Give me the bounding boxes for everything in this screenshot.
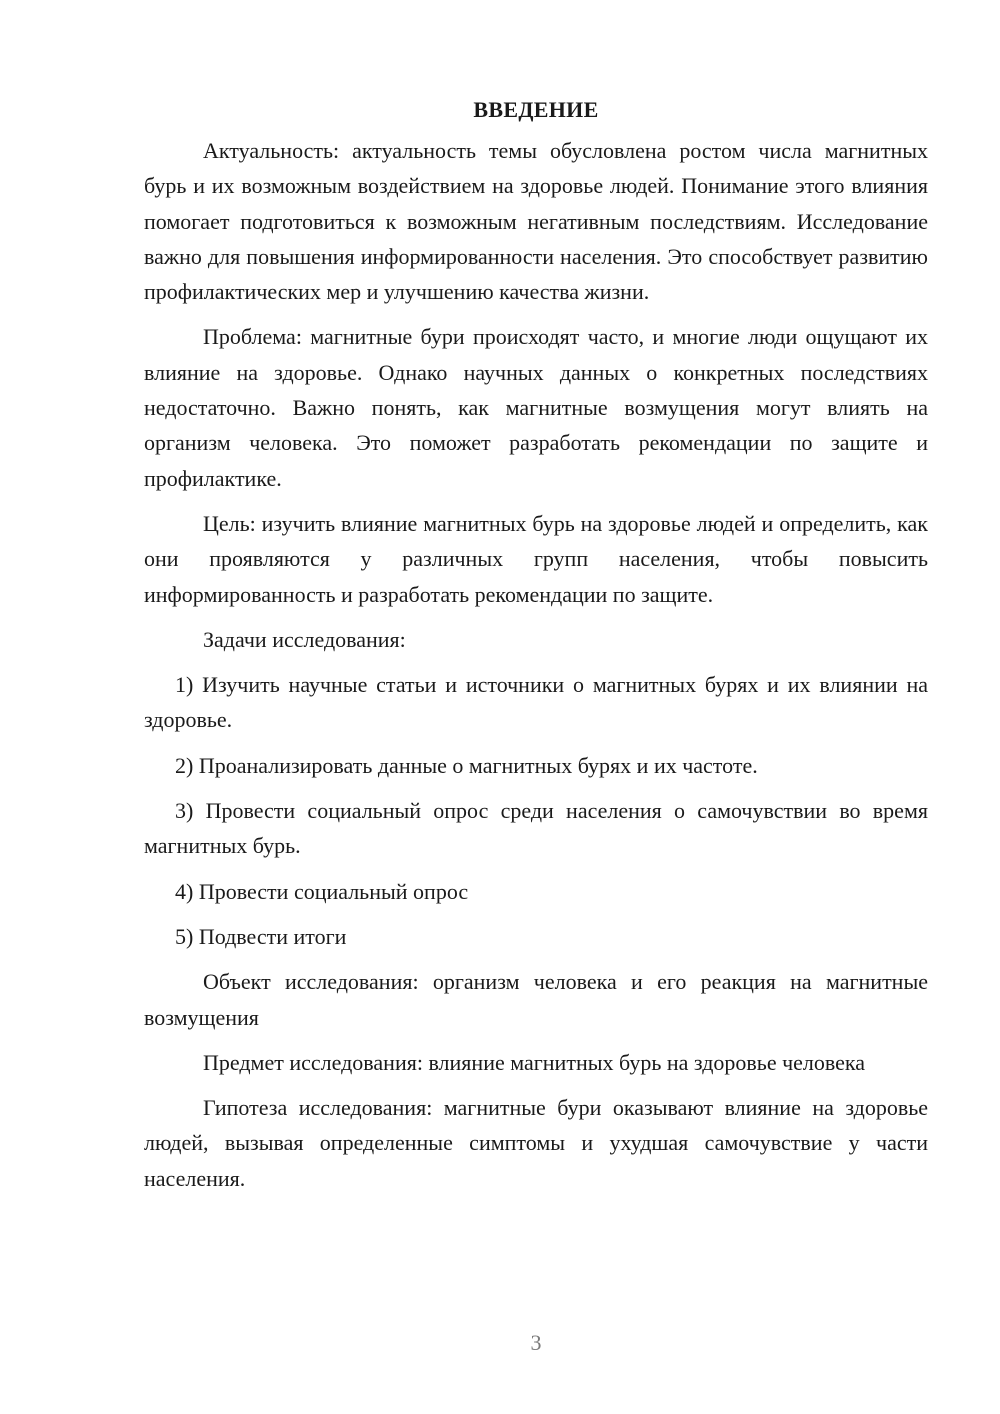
task-item: 4) Провести социальный опрос [175, 878, 469, 904]
hypothesis-paragraph: Гипотеза исследования: магнитные бури оказывают влияние на здоровье людей, вызывая определенные симптомы и ухудшая самочувствие у части населения. [144, 1095, 928, 1191]
tasks-heading: Задачи исследования: [203, 626, 406, 652]
task-item: 2) Проанализировать данные о магнитных бурях и их частоте. [175, 752, 758, 778]
document-body [144, 92, 928, 1206]
subject-paragraph: Предмет исследования: влияние магнитных бурь на здоровье человека [203, 1049, 866, 1075]
goal-paragraph: Цель: изучить влияние магнитных бурь на здоровье людей и определить, как они проявляются у различных групп населения, чтобы повысить информированность и разработать рекомендации по защите. [144, 510, 928, 607]
task-item: 1) Изучить научные статьи и источники о магнитных бурях и их влиянии на здоровье. [144, 672, 928, 733]
relevance-paragraph: Актуальность: актуальность темы обусловлена ростом числа магнитных бурь и их возможным воздействием на здоровье людей. Понимание этого влияния помогает подготовиться к возможным негативным последствиям. Исследование важно для повышения информированности населения. Это способствует развитию профилактических мер и улучшению качества жизни. [144, 138, 928, 305]
problem-paragraph: Проблема: магнитные бури происходят часто, и многие люди ощущают их влияние на здоровье. Однако научных данных о конкретных последствиях недостаточно. Важно понять, как магнитные возмущения могут влиять на организм человека. Это поможет разработать рекомендации по защите и профилактике. [144, 324, 928, 491]
task-item: 3) Провести социальный опрос среди населения о самочувствии во время магнитных бурь. [144, 798, 928, 859]
object-paragraph: Объект исследования: организм человека и его реакция на магнитные возмущения [144, 969, 928, 1030]
page-number: 3 [530, 1330, 542, 1355]
page-title: ВВЕДЕНИЕ [473, 97, 599, 122]
task-item: 5) Подвести итоги [175, 923, 347, 949]
